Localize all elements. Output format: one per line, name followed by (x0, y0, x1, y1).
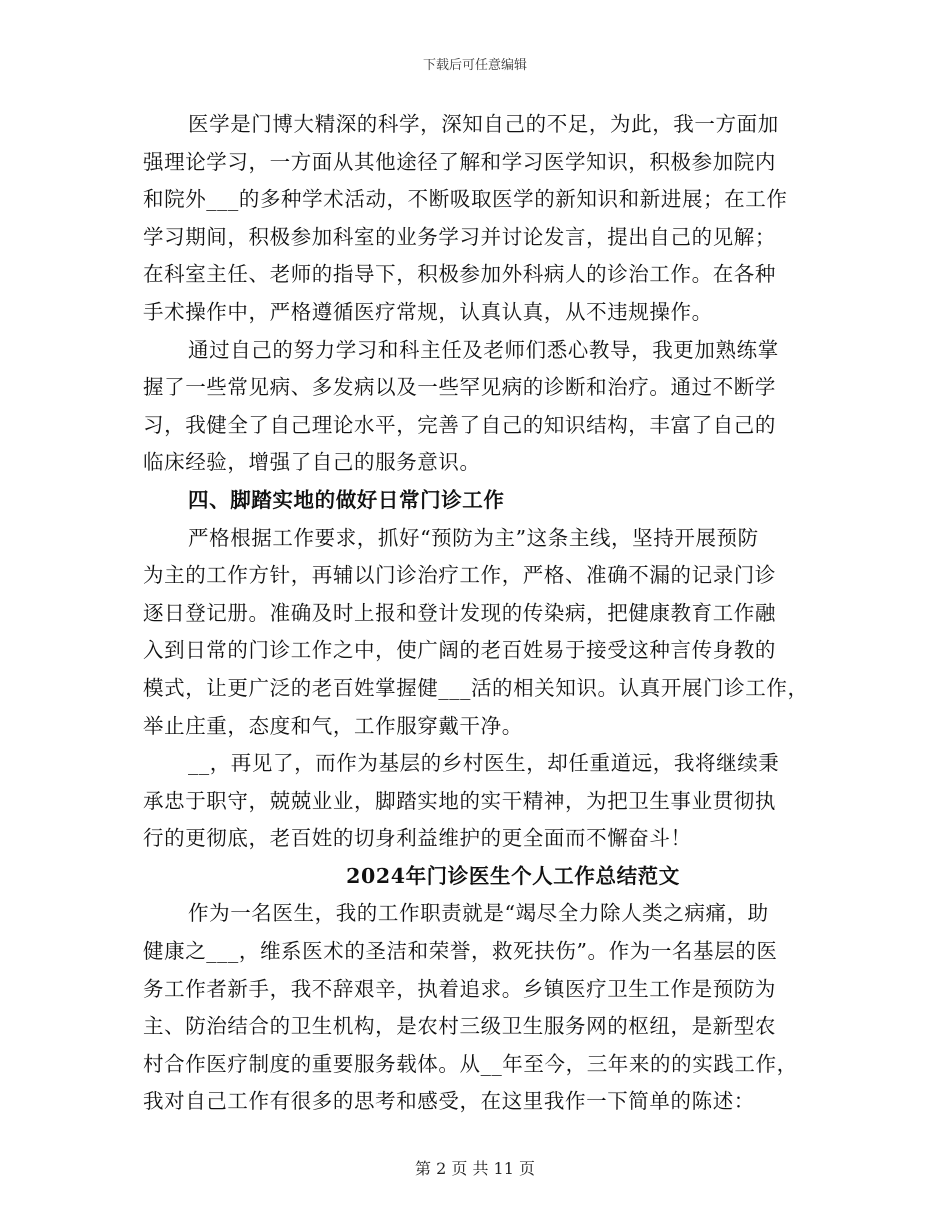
paragraph-start-line: 通过自己的努力学习和科主任及老师们悉心教导，我更加熟练掌 (188, 337, 779, 362)
text-line: 模式，让更广泛的老百姓掌握健___活的相关知识。认真开展门诊工作， (143, 675, 809, 700)
text-line: 举止庄重，态度和气，工作服穿戴干净。 (143, 713, 523, 738)
text-line: 入到日常的门诊工作之中，使广阔的老百姓易于接受这种言传身教的 (143, 638, 776, 663)
page-footer: 第 2 页 共 11 页 (415, 1159, 535, 1178)
document-title: 2024年门诊医生个人工作总结范文 (346, 863, 680, 888)
text-line: 逐日登记册。准确及时上报和登计发现的传染病，把健康教育工作融 (143, 600, 776, 625)
document-body (143, 106, 813, 1121)
page-header: 下载后可任意编辑 (422, 58, 527, 73)
text-line: 握了一些常见病、多发病以及一些罕见病的诊断和治疗。通过不断学 (143, 375, 776, 400)
section-heading: 四、脚踏实地的做好日常门诊工作 (188, 487, 505, 512)
text-line: 学习期间，积极参加科室的业务学习并讨论发言，提出自己的见解； (143, 224, 776, 249)
text-line: 手术操作中，严格遵循医疗常规，认真认真，从不违规操作。 (143, 299, 713, 324)
text-line: 村合作医疗制度的重要服务载体。从__年至今，三年来的的实践工作， (143, 1051, 798, 1076)
text-line: 承忠于职守，兢兢业业，脚踏实地的实干精神，为把卫生事业贯彻执 (143, 788, 776, 813)
text-line: 我对自己工作有很多的思考和感受，在这里我作一下简单的陈述： (143, 1089, 755, 1114)
paragraph-start-line: 严格根据工作要求，抓好“预防为主”这条主线，坚持开展预防 (188, 525, 759, 550)
paragraph-start-line: 医学是门博大精深的科学，深知自己的不足，为此，我一方面加 (188, 112, 779, 136)
text-line: 主、防治结合的卫生机构，是农村三级卫生服务网的枢纽，是新型农 (143, 1014, 776, 1039)
text-line: 务工作者新手，我不辞艰辛，执着追求。乡镇医疗卫生工作是预防为 (143, 976, 776, 1001)
paragraph-start-line: 作为一名医生，我的工作职责就是“竭尽全力除人类之病痛，助 (188, 901, 769, 926)
text-line: 为主的工作方针，再辅以门诊治疗工作，严格、准确不漏的记录门诊 (143, 563, 776, 588)
text-line: 和院外___的多种学术活动，不断吸取医学的新知识和新进展；在工作 (143, 187, 788, 212)
text-line: 健康之___，维系医术的圣洁和荣誉，救死扶伤”。作为一名基层的医 (143, 939, 778, 964)
text-line: 在科室主任、老师的指导下，积极参加外科病人的诊治工作。在各种 (143, 262, 776, 287)
text-line: 习，我健全了自己理论水平，完善了自己的知识结构，丰富了自己的 (143, 412, 776, 437)
text-line: 行的更彻底，老百姓的切身利益维护的更全面而不懈奋斗！ (143, 826, 692, 851)
text-line: 临床经验，增强了自己的服务意识。 (143, 450, 481, 475)
paragraph-start-line: __，再见了，而作为基层的乡村医生，却任重道远，我将继续秉 (188, 751, 780, 776)
text-line: 强理论学习，一方面从其他途径了解和学习医学知识，积极参加院内 (143, 149, 776, 174)
